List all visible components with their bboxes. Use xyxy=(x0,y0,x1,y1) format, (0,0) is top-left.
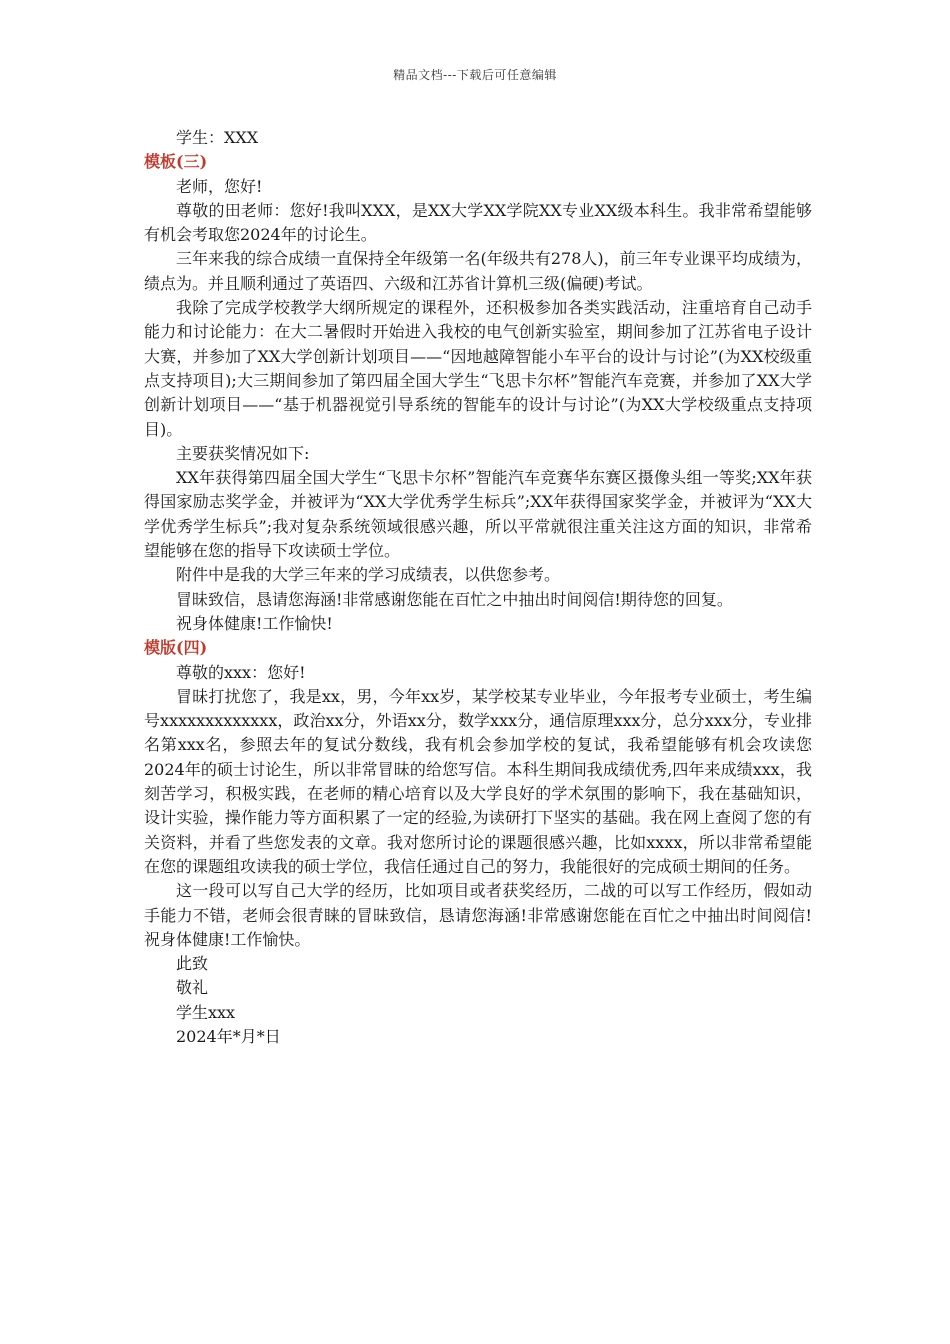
template-4-note: 这一段可以写自己大学的经历，比如项目或者获奖经历，二战的可以写工作经历，假如动手能力不错，老师会很青睐的冒昧致信，恳请您海涵!非常感谢您能在百忙之中抽出时间阅信!祝身体健康!工作愉快。 xyxy=(144,881,812,949)
template-3-heading: 模板(三) xyxy=(144,152,208,172)
template-4-heading: 模版(四) xyxy=(144,638,208,658)
template-4-date: 2024年*月*日 xyxy=(176,1026,281,1046)
template-4-signature: 学生xxx xyxy=(176,1002,236,1022)
template-3-intro: 尊敬的田老师：您好!我叫XXX，是XX大学XX学院XX专业XX级本科生。我非常希望能够有机会考取您2024年的讨论生。 xyxy=(144,200,812,245)
template-4-closing-2: 敬礼 xyxy=(176,978,209,998)
template-3-grades: 三年来我的综合成绩一直保持全年级第一名(年级共有278人)，前三年专业课平均成绩为，绩点为。并且顺利通过了英语四、六级和江苏省计算机三级(偏硬)考试。 xyxy=(144,249,812,293)
template-4-body: 冒昧打扰您了，我是xx，男，今年xx岁，某学校某专业毕业，今年报考专业硕士，考生编号xxxxxxxxxxxxx，政治xx分，外语xx分，数学xxx分，通信原理xxx分，总分xxx分，专业排名第xxx名，参照去年的复试分数线，我有机会参加学校的复试，我希望能够有机会攻读您2024年的硕士讨论生，所以非常冒昧的给您写信。本科生期间我成绩优秀,四年来成绩xxx，我刻苦学习，积极实践，在老师的精心培育以及大学良好的学术氛围的影响下，我在基础知识，设计实验，操作能力等方面积累了一定的经验,为读研打下坚实的基础。我在网上查阅了您的有关资料，并看了些您发表的文章。我对您所讨论的课题很感兴趣，比如xxxx，所以非常希望能在您的课题组攻读我的硕士学位，我信任通过自己的努力，我能很好的完成硕士期间的任务。 xyxy=(144,686,812,876)
template-4-closing-1: 此致 xyxy=(176,954,209,974)
template-3-wishes: 祝身体健康!工作愉快! xyxy=(176,613,333,633)
template-3-awards-title: 主要获奖情况如下: xyxy=(176,443,310,463)
template-3-thanks: 冒昧致信，恳请您海涵!非常感谢您能在百忙之中抽出时间阅信!期待您的回复。 xyxy=(176,589,733,609)
template-3-greeting: 老师，您好! xyxy=(176,176,263,196)
student-signature-top: 学生：XXX xyxy=(176,128,259,147)
template-3-attachment: 附件中是我的大学三年来的学习成绩表，以供您参考。 xyxy=(176,565,561,585)
document-body xyxy=(144,126,812,1049)
template-3-awards: XX年获得第四届全国大学生“飞思卡尔杯”智能汽车竞赛华东赛区摄像头组一等奖;XX年获得国家励志奖学金，并被评为“XX大学优秀学生标兵”;XX年获得国家奖学金，并被评为“XX大学优秀学生标兵”;我对复杂系统领域很感兴趣，所以平常就很注重关注这方面的知识，非常希望能够在您的指导下攻读硕士学位。 xyxy=(144,468,812,561)
template-3-activities: 我除了完成学校教学大纲所规定的课程外，还积极参加各类实践活动，注重培育自己动手能力和讨论能力：在大二暑假时开始进入我校的电气创新实验室，期间参加了江苏省电子设计大赛，并参加了XX大学创新计划项目——“因地越障智能小车平台的设计与讨论”(为XX校级重点支持项目);大三期间参加了第四届全国大学生“飞思卡尔杯”智能汽车竞赛，并参加了XX大学创新计划项目——“基于机器视觉引导系统的智能车的设计与讨论”(为XX大学校级重点支持项目)。 xyxy=(144,298,812,439)
page-header: 精品文档---下载后可任意编辑 xyxy=(393,68,557,82)
template-4-greeting: 尊敬的xxx：您好! xyxy=(176,662,306,682)
